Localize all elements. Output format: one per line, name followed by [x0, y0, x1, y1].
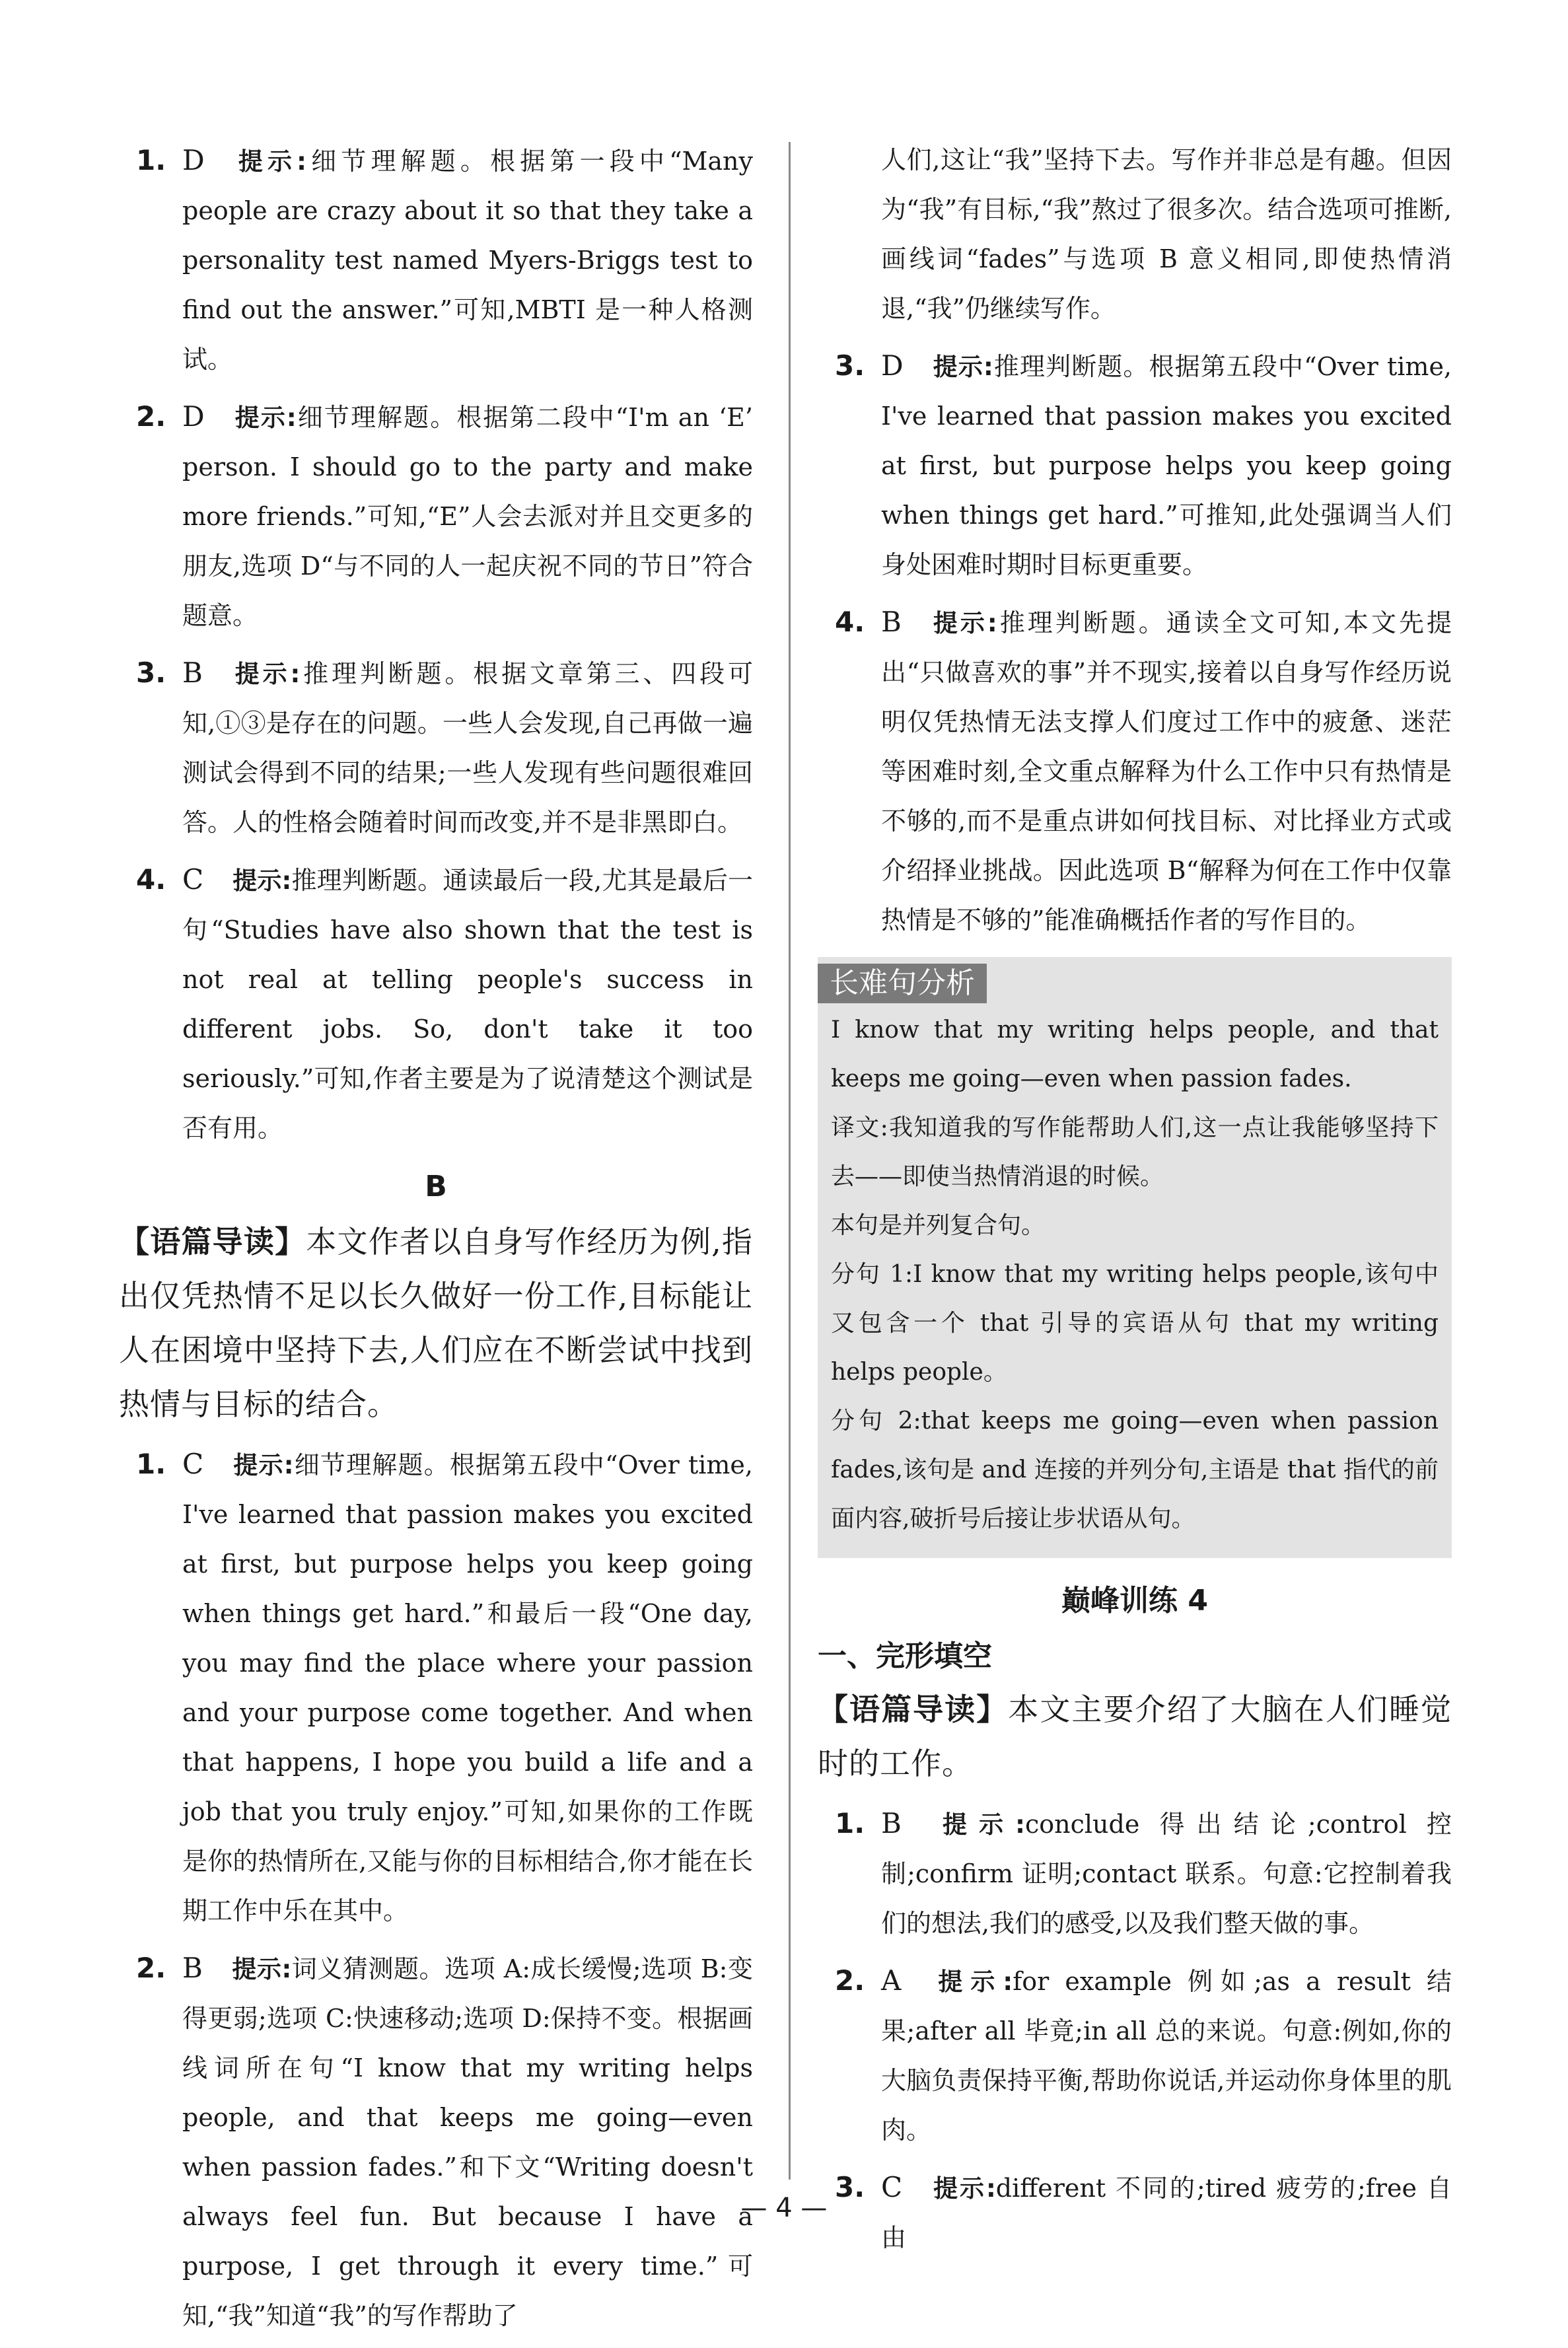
section-heading-b: B — [425, 1170, 447, 1203]
answer-letter: A — [881, 1964, 902, 1997]
right-column — [818, 135, 1452, 2270]
hint-label: 提示: — [232, 1451, 294, 1479]
item-number: 2. — [136, 1952, 166, 1984]
item-number: 1. — [136, 1448, 166, 1480]
hint-label: 提示: — [931, 2174, 996, 2203]
reading-guide — [818, 1682, 1452, 1791]
answer-letter: D — [881, 349, 904, 382]
item-number: 3. — [835, 2171, 865, 2203]
hint-text: 推理判断题。根据第五段中“Over time, I've learned that passion makes you excited at first, but purpose helps you keep going when things get hard.”可推知,此处强调当人们身处困难时期时目标更重要。 — [881, 352, 1452, 579]
drill-title: 巅峰训练 4 — [1061, 1584, 1208, 1618]
reading-guide-text: 本文主要介绍了大脑在人们睡觉时的工作。 — [818, 1691, 1452, 1781]
hint-text: conclude 得出结论;control 控制;confirm 证明;contact 联系。句意:它控制着我们的想法,我们的感受,以及我们整天做的事。 — [881, 1810, 1452, 1938]
analysis-clause-1: 分句 1:I know that my writing helps people,该句中又包含一个 that 引导的宾语从句 that my writing helps people。 — [831, 1261, 1439, 1386]
analysis-translation: 译文:我知道我的写作能帮助人们,这一点让我能够坚持下去——即使当热情消退的时候。 — [831, 1114, 1439, 1190]
reading-guide-tag: 【语篇导读】 — [119, 1224, 306, 1260]
hint-text: 细节理解题。根据第一段中“Many people are crazy about it so that they take a personality test named Myers-Briggs test to find out the answer.”可知,MBTI 是一种人格测试。 — [182, 147, 753, 374]
page-number: — 4 — — [740, 2193, 828, 2223]
answer-letter: C — [182, 1448, 204, 1480]
sentence-analysis-box — [818, 957, 1452, 1558]
answer-letter: B — [881, 606, 902, 638]
answer-letter: B — [182, 657, 203, 689]
left-column — [119, 135, 753, 2348]
answer-item — [818, 1956, 1452, 2155]
hint-label: 提示: — [231, 1955, 292, 1983]
sentence-analysis-title: 长难句分析 — [818, 964, 987, 1003]
hint-label: 提示: — [231, 660, 301, 688]
hint-text: for example 例如;as a result 结果;after all 毕竟;in all 总的来说。句意:例如,你的大脑负责保持平衡,帮助你说话,并运动你身体里的肌肉。 — [881, 1967, 1452, 2145]
answer-item — [119, 392, 753, 641]
hint-text: 细节理解题。根据第五段中“Over time, I've learned that passion makes you excited at first, but purpose helps you keep going when things get hard.”和最后一段“One day, you may find the place where your passion and your purpose come together. And when that happens, I hope you build a life and a job that you truly enjoy.”可知,如果你的工作既是你的热情所在,又能与你的目标相结合,你才能在长期工作中乐在其中。 — [182, 1450, 753, 1925]
column-divider — [789, 142, 791, 2180]
hint-label: 提示: — [233, 404, 297, 432]
answer-letter: B — [182, 1952, 203, 1984]
answer-letter: B — [881, 1807, 902, 1839]
item-number: 1. — [136, 144, 166, 176]
answer-item — [119, 855, 753, 1153]
answer-item — [119, 1439, 753, 1936]
answer-item — [119, 135, 753, 384]
item-number: 3. — [136, 657, 166, 689]
hint-text: 细节理解题。根据第二段中“I'm an ‘E’ person. I should go to the party and make more friends.”可知,“E”人会去派对并且交更多的朋友,选项 D“与不同的人一起庆祝不同的节日”符合题意。 — [182, 403, 753, 630]
hint-label: 提示: — [930, 1810, 1025, 1839]
hint-label: 提示: — [930, 609, 997, 637]
analysis-clause-2: 分句 2:that keeps me going—even when passion fades,该句是 and 连接的并列分句,主语是 that 指代的前面内容,破折号后接让步状语从句。 — [831, 1407, 1439, 1532]
hint-text: 词义猜测题。选项 A:成长缓慢;选项 B:变得更弱;选项 C:快速移动;选项 D:保持不变。根据画线词所在句“I know that my writing helps people, and that keeps me going—even when passion fades.”和下文“Writing doesn't always feel fun. But because I have a purpose, I get through it every time.”可知,“我”知道“我”的写作帮助了 — [182, 1954, 754, 2330]
hint-label: 提示: — [232, 867, 292, 895]
reading-guide-tag: 【语篇导读】 — [818, 1691, 1009, 1727]
answer-letter: C — [881, 2171, 903, 2203]
hint-label: 提示: — [233, 147, 306, 176]
reading-guide — [119, 1215, 753, 1431]
item-number: 1. — [835, 1807, 865, 1839]
reading-guide-text: 本文作者以自身写作经历为例,指出仅凭热情不足以长久做好一份工作,目标能让人在困境中坚持下去,人们应在不断尝试中找到热情与目标的结合。 — [119, 1224, 753, 1422]
answer-item — [818, 1798, 1452, 1948]
item-number: 2. — [136, 400, 166, 433]
answer-letter: D — [182, 144, 205, 176]
item-number: 3. — [835, 349, 865, 382]
analysis-type: 本句是并列复合句。 — [831, 1212, 1046, 1239]
answer-item — [119, 648, 753, 847]
part-title: 一、完形填空 — [818, 1639, 992, 1673]
item-number: 4. — [136, 863, 166, 896]
answer-letter: D — [182, 400, 205, 433]
hint-text: 推理判断题。通读最后一段,尤其是最后一句“Studies have also shown that the test is not real at telling people's success in different jobs. So, don't take it too seriously.”可知,作者主要是为了说清楚这个测试是否有用。 — [182, 866, 753, 1143]
answer-item — [818, 341, 1452, 590]
analysis-sentence: I know that my writing helps people, and that keeps me going—even when passion fades. — [831, 1016, 1439, 1092]
hint-text: different 不同的;tired 疲劳的;free 自由 — [881, 2174, 1452, 2252]
hint-label: 提示: — [932, 353, 993, 381]
continued-hint-text: 人们,这让“我”坚持下去。写作并非总是有趣。但因为“我”有目标,“我”熬过了很多次。结合选项可推断,画线词“fades”与选项 B 意义相同,即使热情消退,“我”仍继续写作。 — [881, 145, 1452, 323]
item-number: 4. — [835, 606, 865, 638]
answer-item — [818, 597, 1452, 945]
answer-item — [119, 1943, 753, 2341]
hint-text: 推理判断题。通读全文可知,本文先提出“只做喜欢的事”并不现实,接着以自身写作经历说明仅凭热情无法支撑人们度过工作中的疲惫、迷茫等困难时刻,全文重点解释为什么工作中只有热情是不够的,而不是重点讲如何找目标、对比择业方式或介绍择业挑战。因此选项 B“解释为何在工作中仅靠热情是不够的”能准确概括作者的写作目的。 — [881, 608, 1452, 935]
hint-text: 推理判断题。根据文章第三、四段可知,①③是存在的问题。一些人会发现,自己再做一遍测试会得到不同的结果;一些人发现有些问题很难回答。人的性格会随着时间而改变,并不是非黑即白。 — [182, 659, 753, 837]
answer-letter: C — [182, 863, 204, 896]
hint-label: 提示: — [930, 1968, 1013, 1996]
item-number: 2. — [835, 1964, 865, 1997]
